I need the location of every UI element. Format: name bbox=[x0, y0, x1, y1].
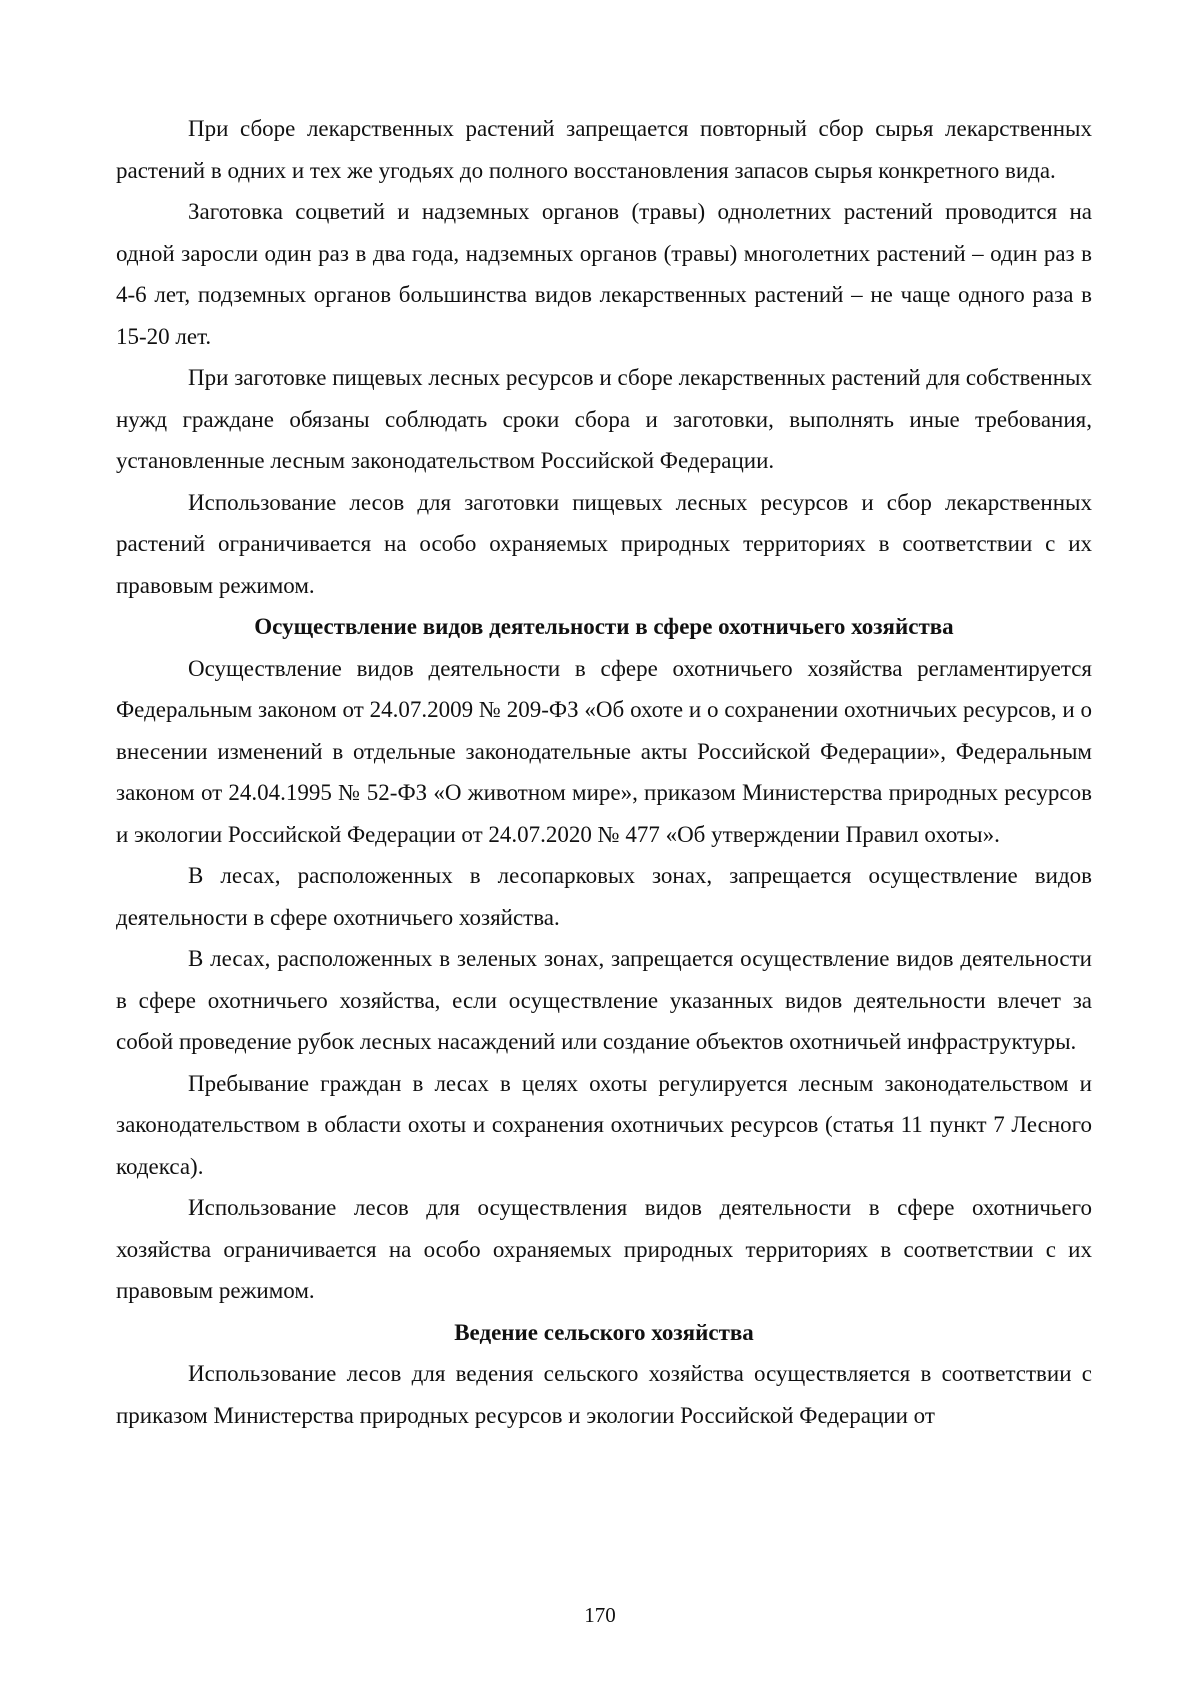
paragraph-harvest-frequency: Заготовка соцветий и надземных органов (травы) однолетних растений проводится на одной заросли один раз в два года, надземных органов (травы) многолетних растений – один раз в 4-6 лет, подземных органов большинства видов лекарственных растений – не чаще одного раза в 15-20 лет. bbox=[116, 199, 1092, 349]
page-number: 170 bbox=[584, 1603, 616, 1627]
paragraph-agriculture-use: Использование лесов для ведения сельского хозяйства осуществляется в соответствии с приказом Министерства природных ресурсов и экологии Российской Федерации от bbox=[116, 1361, 1092, 1428]
paragraph-protected-areas-food: Использование лесов для заготовки пищевых лесных ресурсов и сбор лекарственных растений ограничивается на особо охраняемых природных территориях в соответствии с их правовым режимом. bbox=[116, 489, 1092, 598]
section-heading-agriculture: Ведение сельского хозяйства bbox=[454, 1319, 754, 1345]
paragraph-repeat-harvest-ban: При сборе лекарственных растений запрещается повторный сбор сырья лекарственных растений в одних и тех же угодьях до полного восстановления запасов сырья конкретного вида. bbox=[116, 116, 1092, 183]
paragraph-citizen-obligations: При заготовке пищевых лесных ресурсов и сборе лекарственных растений для собственных нужд граждане обязаны соблюдать сроки сбора и заготовки, выполнять иные требования, установленные лесным законодательством Российской Федерации. bbox=[116, 365, 1092, 473]
paragraph-hunting-stay: Пребывание граждан в лесах в целях охоты регулируется лесным законодательством и законодательством в области охоты и сохранения охотничьих ресурсов (статья 11 пункт 7 Лесного кодекса). bbox=[116, 1070, 1092, 1179]
document-body bbox=[116, 108, 1092, 1436]
paragraph-forest-park-zones: В лесах, расположенных в лесопарковых зонах, запрещается осуществление видов деятельности в сфере охотничьего хозяйства. bbox=[116, 863, 1092, 930]
paragraph-green-zones: В лесах, расположенных в зеленых зонах, запрещается осуществление видов деятельности в сфере охотничьего хозяйства, если осуществление указанных видов деятельности влечет за собой проведение рубок лесных насаждений или создание объектов охотничьей инфраструктуры. bbox=[116, 946, 1092, 1054]
section-heading-hunting: Осуществление видов деятельности в сфере охотничьего хозяйства bbox=[254, 614, 954, 639]
paragraph-hunting-regulation: Осуществление видов деятельности в сфере охотничьего хозяйства регламентируется Федеральным законом от 24.07.2009 № 209-ФЗ «Об охоте и о сохранении охотничьих ресурсов, и о внесении изменений в отдельные законодательные акты Российской Федерации», Федеральным законом от 24.04.1995 № 52-ФЗ «О животном мире», приказом Министерства природных ресурсов и экологии Российской Федерации от 24.07.2020 № 477 «Об утверждении Правил охоты». bbox=[116, 655, 1092, 847]
paragraph-protected-areas-hunting: Использование лесов для осуществления видов деятельности в сфере охотничьего хозяйства ограничивается на особо охраняемых природных территориях в соответствии с их правовым режимом. bbox=[116, 1195, 1092, 1303]
